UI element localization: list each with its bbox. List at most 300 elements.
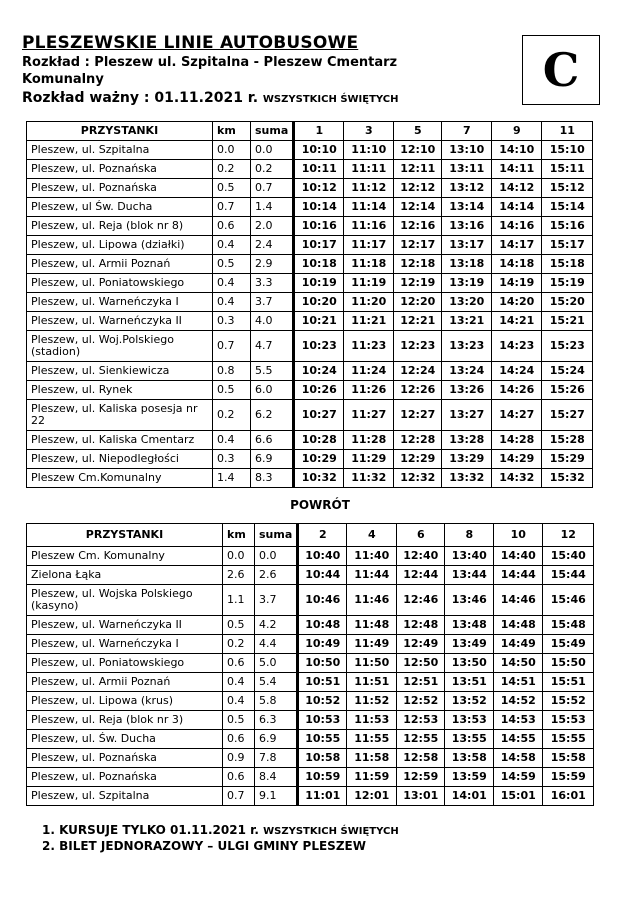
departure-time: 10:55 bbox=[298, 730, 347, 749]
stop-name: Pleszew, ul. Szpitalna bbox=[27, 787, 223, 806]
departure-time: 11:51 bbox=[347, 673, 397, 692]
departure-time: 13:17 bbox=[442, 236, 492, 255]
stop-name: Pleszew Cm. Komunalny bbox=[27, 547, 223, 566]
table-row bbox=[27, 312, 593, 331]
departure-time: 13:29 bbox=[442, 450, 492, 469]
validity-occasion: WSZYSTKICH ŚWIĘTYCH bbox=[262, 94, 399, 105]
departure-time: 10:27 bbox=[294, 400, 344, 431]
distance-sum: 8.3 bbox=[251, 469, 294, 488]
departure-time: 15:32 bbox=[542, 469, 593, 488]
distance-km: 0.3 bbox=[213, 450, 251, 469]
departure-time: 12:52 bbox=[397, 692, 445, 711]
departure-time: 12:21 bbox=[394, 312, 442, 331]
table-row bbox=[27, 787, 594, 806]
departure-time: 15:40 bbox=[543, 547, 594, 566]
departure-time: 10:14 bbox=[294, 198, 344, 217]
departure-time: 10:21 bbox=[294, 312, 344, 331]
distance-sum: 3.7 bbox=[251, 293, 294, 312]
departure-time: 12:10 bbox=[394, 141, 442, 160]
departure-time: 10:40 bbox=[298, 547, 347, 566]
distance-sum: 0.2 bbox=[251, 160, 294, 179]
departure-time: 12:27 bbox=[394, 400, 442, 431]
header-sum: suma bbox=[251, 122, 294, 141]
departure-time: 11:32 bbox=[344, 469, 394, 488]
departure-time: 12:11 bbox=[394, 160, 442, 179]
table-row bbox=[27, 450, 593, 469]
departure-time: 10:46 bbox=[298, 585, 347, 616]
distance-km: 0.6 bbox=[223, 768, 255, 787]
distance-sum: 6.9 bbox=[255, 730, 298, 749]
departure-time: 11:48 bbox=[347, 616, 397, 635]
validity-date: Rozkład ważny : 01.11.2021 r. bbox=[22, 90, 259, 106]
table-row bbox=[27, 547, 594, 566]
distance-sum: 0.0 bbox=[255, 547, 298, 566]
departure-time: 11:16 bbox=[344, 217, 394, 236]
table-row bbox=[27, 160, 593, 179]
header-sum: suma bbox=[255, 524, 298, 547]
departure-time: 13:18 bbox=[442, 255, 492, 274]
departure-time: 14:40 bbox=[494, 547, 543, 566]
departure-time: 15:27 bbox=[542, 400, 593, 431]
departure-time: 12:19 bbox=[394, 274, 442, 293]
departure-time: 15:58 bbox=[543, 749, 594, 768]
departure-time: 11:26 bbox=[344, 381, 394, 400]
departure-time: 14:19 bbox=[492, 274, 542, 293]
stop-name: Pleszew, ul. Św. Ducha bbox=[27, 730, 223, 749]
distance-km: 0.2 bbox=[213, 400, 251, 431]
departure-time: 14:28 bbox=[492, 431, 542, 450]
table-row bbox=[27, 711, 594, 730]
distance-km: 2.6 bbox=[223, 566, 255, 585]
distance-sum: 3.7 bbox=[255, 585, 298, 616]
departure-time: 14:10 bbox=[492, 141, 542, 160]
departure-time: 15:01 bbox=[494, 787, 543, 806]
distance-km: 0.4 bbox=[213, 293, 251, 312]
departure-time: 11:59 bbox=[347, 768, 397, 787]
departure-time: 11:44 bbox=[347, 566, 397, 585]
distance-sum: 6.0 bbox=[251, 381, 294, 400]
stop-name: Pleszew, ul Św. Ducha bbox=[27, 198, 213, 217]
departure-time: 14:29 bbox=[492, 450, 542, 469]
departure-time: 15:24 bbox=[542, 362, 593, 381]
departure-time: 13:59 bbox=[445, 768, 494, 787]
departure-time: 14:24 bbox=[492, 362, 542, 381]
departure-time: 16:01 bbox=[543, 787, 594, 806]
departure-time: 14:52 bbox=[494, 692, 543, 711]
distance-km: 0.2 bbox=[213, 160, 251, 179]
departure-time: 12:14 bbox=[394, 198, 442, 217]
distance-km: 0.0 bbox=[213, 141, 251, 160]
departure-time: 12:28 bbox=[394, 431, 442, 450]
header-stops: PRZYSTANKI bbox=[27, 122, 213, 141]
departure-time: 11:18 bbox=[344, 255, 394, 274]
departure-time: 15:23 bbox=[542, 331, 593, 362]
departure-time: 11:24 bbox=[344, 362, 394, 381]
departure-time: 11:12 bbox=[344, 179, 394, 198]
departure-time: 14:17 bbox=[492, 236, 542, 255]
distance-km: 0.8 bbox=[213, 362, 251, 381]
table-row bbox=[27, 198, 593, 217]
departure-time: 15:29 bbox=[542, 450, 593, 469]
table-row bbox=[27, 768, 594, 787]
departure-time: 15:48 bbox=[543, 616, 594, 635]
departure-time: 10:29 bbox=[294, 450, 344, 469]
distance-km: 0.4 bbox=[213, 274, 251, 293]
distance-km: 1.4 bbox=[213, 469, 251, 488]
departure-time: 10:28 bbox=[294, 431, 344, 450]
departure-time: 10:53 bbox=[298, 711, 347, 730]
departure-time: 13:24 bbox=[442, 362, 492, 381]
departure-time: 10:26 bbox=[294, 381, 344, 400]
distance-sum: 2.4 bbox=[251, 236, 294, 255]
departure-time: 12:32 bbox=[394, 469, 442, 488]
distance-km: 0.6 bbox=[223, 654, 255, 673]
distance-sum: 0.0 bbox=[251, 141, 294, 160]
departure-time: 14:51 bbox=[494, 673, 543, 692]
departure-time: 15:52 bbox=[543, 692, 594, 711]
departure-time: 12:20 bbox=[394, 293, 442, 312]
stop-name: Pleszew, ul. Niepodległości bbox=[27, 450, 213, 469]
departure-time: 13:26 bbox=[442, 381, 492, 400]
departure-time: 15:46 bbox=[543, 585, 594, 616]
departure-time: 15:50 bbox=[543, 654, 594, 673]
departure-time: 13:48 bbox=[445, 616, 494, 635]
distance-km: 0.5 bbox=[223, 711, 255, 730]
distance-km: 0.7 bbox=[213, 331, 251, 362]
departure-time: 11:58 bbox=[347, 749, 397, 768]
route-line-1: Rozkład : Pleszew ul. Szpitalna - Pleszew Cmentarz bbox=[22, 55, 398, 70]
departure-time: 13:16 bbox=[442, 217, 492, 236]
outbound-header-row bbox=[27, 122, 593, 141]
departure-time: 15:55 bbox=[543, 730, 594, 749]
departure-time: 10:24 bbox=[294, 362, 344, 381]
departure-time: 14:59 bbox=[494, 768, 543, 787]
departure-time: 15:11 bbox=[542, 160, 593, 179]
departure-time: 14:01 bbox=[445, 787, 494, 806]
stop-name: Pleszew, ul. Poznańska bbox=[27, 749, 223, 768]
stop-name: Pleszew, ul. Warneńczyka II bbox=[27, 616, 223, 635]
departure-time: 13:23 bbox=[442, 331, 492, 362]
departure-time: 14:18 bbox=[492, 255, 542, 274]
stop-name: Pleszew, ul. Lipowa (krus) bbox=[27, 692, 223, 711]
header-km: km bbox=[223, 524, 255, 547]
departure-time: 13:53 bbox=[445, 711, 494, 730]
distance-sum: 6.2 bbox=[251, 400, 294, 431]
departure-time: 11:21 bbox=[344, 312, 394, 331]
header-course: 6 bbox=[397, 524, 445, 547]
table-row bbox=[27, 179, 593, 198]
distance-sum: 9.1 bbox=[255, 787, 298, 806]
departure-time: 11:10 bbox=[344, 141, 394, 160]
stop-name: Pleszew, ul. Warneńczyka II bbox=[27, 312, 213, 331]
stop-name: Pleszew, ul. Armii Poznań bbox=[27, 255, 213, 274]
departure-time: 10:18 bbox=[294, 255, 344, 274]
header-course: 8 bbox=[445, 524, 494, 547]
distance-sum: 7.8 bbox=[255, 749, 298, 768]
departure-time: 11:40 bbox=[347, 547, 397, 566]
distance-km: 0.7 bbox=[223, 787, 255, 806]
stop-name: Zielona Łąka bbox=[27, 566, 223, 585]
stop-name: Pleszew, ul. Armii Poznań bbox=[27, 673, 223, 692]
departure-time: 15:16 bbox=[542, 217, 593, 236]
table-row bbox=[27, 730, 594, 749]
stop-name: Pleszew, ul. Wojska Polskiego (kasyno) bbox=[27, 585, 223, 616]
header-stops: PRZYSTANKI bbox=[27, 524, 223, 547]
stop-name: Pleszew, ul. Poniatowskiego bbox=[27, 654, 223, 673]
distance-sum: 2.0 bbox=[251, 217, 294, 236]
departure-time: 14:20 bbox=[492, 293, 542, 312]
distance-sum: 2.6 bbox=[255, 566, 298, 585]
departure-time: 10:16 bbox=[294, 217, 344, 236]
departure-time: 13:27 bbox=[442, 400, 492, 431]
stop-name: Pleszew, ul. Woj.Polskiego (stadion) bbox=[27, 331, 213, 362]
departure-time: 15:53 bbox=[543, 711, 594, 730]
table-row bbox=[27, 654, 594, 673]
distance-km: 0.5 bbox=[213, 381, 251, 400]
departure-time: 15:10 bbox=[542, 141, 593, 160]
note-1-text: 1. KURSUJE TYLKO 01.11.2021 r. bbox=[42, 823, 259, 837]
departure-time: 13:44 bbox=[445, 566, 494, 585]
distance-sum: 4.0 bbox=[251, 312, 294, 331]
departure-time: 13:14 bbox=[442, 198, 492, 217]
header-course: 9 bbox=[492, 122, 542, 141]
inbound-timetable bbox=[26, 523, 594, 806]
header-course: 4 bbox=[347, 524, 397, 547]
departure-time: 15:26 bbox=[542, 381, 593, 400]
departure-time: 10:11 bbox=[294, 160, 344, 179]
departure-time: 12:55 bbox=[397, 730, 445, 749]
departure-time: 12:23 bbox=[394, 331, 442, 362]
distance-sum: 5.4 bbox=[255, 673, 298, 692]
departure-time: 12:40 bbox=[397, 547, 445, 566]
note-2-text: 2. BILET JEDNORAZOWY – ULGI GMINY PLESZEW bbox=[42, 839, 366, 853]
route-line-2: Komunalny bbox=[22, 72, 104, 87]
stop-name: Pleszew, ul. Poznańska bbox=[27, 768, 223, 787]
header-course: 12 bbox=[543, 524, 594, 547]
departure-time: 11:01 bbox=[298, 787, 347, 806]
header-course: 5 bbox=[394, 122, 442, 141]
stop-name: Pleszew, ul. Kaliska Cmentarz bbox=[27, 431, 213, 450]
distance-km: 0.7 bbox=[213, 198, 251, 217]
departure-time: 15:49 bbox=[543, 635, 594, 654]
departure-time: 15:59 bbox=[543, 768, 594, 787]
distance-sum: 6.3 bbox=[255, 711, 298, 730]
outbound-timetable bbox=[26, 121, 593, 488]
stop-name: Pleszew, ul. Warneńczyka I bbox=[27, 293, 213, 312]
departure-time: 14:12 bbox=[492, 179, 542, 198]
table-row bbox=[27, 381, 593, 400]
distance-sum: 8.4 bbox=[255, 768, 298, 787]
departure-time: 14:26 bbox=[492, 381, 542, 400]
departure-time: 15:51 bbox=[543, 673, 594, 692]
stop-name: Pleszew, ul. Sienkiewicza bbox=[27, 362, 213, 381]
table-row bbox=[27, 331, 593, 362]
line-letter-box: C bbox=[522, 35, 600, 105]
departure-time: 13:52 bbox=[445, 692, 494, 711]
distance-sum: 0.7 bbox=[251, 179, 294, 198]
distance-sum: 4.2 bbox=[255, 616, 298, 635]
header-course: 11 bbox=[542, 122, 593, 141]
table-row bbox=[27, 400, 593, 431]
departure-time: 10:20 bbox=[294, 293, 344, 312]
departure-time: 11:11 bbox=[344, 160, 394, 179]
departure-time: 15:21 bbox=[542, 312, 593, 331]
departure-time: 13:10 bbox=[442, 141, 492, 160]
departure-time: 12:24 bbox=[394, 362, 442, 381]
distance-sum: 2.9 bbox=[251, 255, 294, 274]
departure-time: 14:53 bbox=[494, 711, 543, 730]
notes bbox=[42, 823, 399, 854]
departure-time: 14:16 bbox=[492, 217, 542, 236]
departure-time: 12:26 bbox=[394, 381, 442, 400]
departure-time: 14:46 bbox=[494, 585, 543, 616]
header-course: 2 bbox=[298, 524, 347, 547]
departure-time: 14:21 bbox=[492, 312, 542, 331]
table-row bbox=[27, 431, 593, 450]
table-row bbox=[27, 255, 593, 274]
table-row bbox=[27, 293, 593, 312]
departure-time: 11:55 bbox=[347, 730, 397, 749]
distance-km: 0.3 bbox=[213, 312, 251, 331]
distance-km: 0.5 bbox=[213, 255, 251, 274]
departure-time: 12:29 bbox=[394, 450, 442, 469]
header-km: km bbox=[213, 122, 251, 141]
distance-sum: 1.4 bbox=[251, 198, 294, 217]
departure-time: 12:48 bbox=[397, 616, 445, 635]
departure-time: 13:01 bbox=[397, 787, 445, 806]
departure-time: 12:58 bbox=[397, 749, 445, 768]
departure-time: 10:44 bbox=[298, 566, 347, 585]
departure-time: 10:48 bbox=[298, 616, 347, 635]
departure-time: 10:32 bbox=[294, 469, 344, 488]
departure-time: 14:55 bbox=[494, 730, 543, 749]
departure-time: 11:23 bbox=[344, 331, 394, 362]
stop-name: Pleszew, ul. Lipowa (działki) bbox=[27, 236, 213, 255]
distance-sum: 4.7 bbox=[251, 331, 294, 362]
departure-time: 10:58 bbox=[298, 749, 347, 768]
departure-time: 14:44 bbox=[494, 566, 543, 585]
departure-time: 11:29 bbox=[344, 450, 394, 469]
stop-name: Pleszew Cm.Komunalny bbox=[27, 469, 213, 488]
table-row bbox=[27, 635, 594, 654]
departure-time: 11:28 bbox=[344, 431, 394, 450]
departure-time: 11:49 bbox=[347, 635, 397, 654]
distance-km: 0.9 bbox=[223, 749, 255, 768]
departure-time: 13:40 bbox=[445, 547, 494, 566]
departure-time: 13:12 bbox=[442, 179, 492, 198]
departure-time: 12:44 bbox=[397, 566, 445, 585]
table-row bbox=[27, 362, 593, 381]
distance-km: 0.4 bbox=[223, 692, 255, 711]
distance-sum: 5.5 bbox=[251, 362, 294, 381]
departure-time: 12:16 bbox=[394, 217, 442, 236]
stop-name: Pleszew, ul. Reja (blok nr 8) bbox=[27, 217, 213, 236]
departure-time: 10:49 bbox=[298, 635, 347, 654]
departure-time: 12:18 bbox=[394, 255, 442, 274]
distance-sum: 5.8 bbox=[255, 692, 298, 711]
distance-sum: 3.3 bbox=[251, 274, 294, 293]
distance-km: 0.6 bbox=[223, 730, 255, 749]
return-heading: POWRÓT bbox=[290, 498, 350, 512]
note-2 bbox=[42, 839, 399, 854]
departure-time: 13:58 bbox=[445, 749, 494, 768]
departure-time: 14:58 bbox=[494, 749, 543, 768]
distance-sum: 4.4 bbox=[255, 635, 298, 654]
departure-time: 11:14 bbox=[344, 198, 394, 217]
stop-name: Pleszew, ul. Warneńczyka I bbox=[27, 635, 223, 654]
stop-name: Pleszew, ul. Poniatowskiego bbox=[27, 274, 213, 293]
departure-time: 12:53 bbox=[397, 711, 445, 730]
departure-time: 13:32 bbox=[442, 469, 492, 488]
note-1-small: WSZYSTKICH ŚWIĘTYCH bbox=[263, 826, 399, 837]
distance-km: 0.0 bbox=[223, 547, 255, 566]
departure-time: 13:28 bbox=[442, 431, 492, 450]
distance-km: 0.5 bbox=[213, 179, 251, 198]
departure-time: 12:51 bbox=[397, 673, 445, 692]
departure-time: 13:21 bbox=[442, 312, 492, 331]
stop-name: Pleszew, ul. Rynek bbox=[27, 381, 213, 400]
departure-time: 15:17 bbox=[542, 236, 593, 255]
departure-time: 14:11 bbox=[492, 160, 542, 179]
departure-time: 13:55 bbox=[445, 730, 494, 749]
distance-km: 1.1 bbox=[223, 585, 255, 616]
table-row bbox=[27, 585, 594, 616]
departure-time: 13:51 bbox=[445, 673, 494, 692]
distance-km: 0.6 bbox=[213, 217, 251, 236]
stop-name: Pleszew, ul. Poznańska bbox=[27, 179, 213, 198]
validity bbox=[22, 89, 502, 109]
stop-name: Pleszew, ul. Kaliska posesja nr 22 bbox=[27, 400, 213, 431]
header-course: 7 bbox=[442, 122, 492, 141]
departure-time: 10:12 bbox=[294, 179, 344, 198]
distance-sum: 6.6 bbox=[251, 431, 294, 450]
departure-time: 13:49 bbox=[445, 635, 494, 654]
table-row bbox=[27, 749, 594, 768]
departure-time: 14:14 bbox=[492, 198, 542, 217]
table-row bbox=[27, 217, 593, 236]
stop-name: Pleszew, ul. Szpitalna bbox=[27, 141, 213, 160]
departure-time: 15:20 bbox=[542, 293, 593, 312]
table-row bbox=[27, 469, 593, 488]
departure-time: 14:32 bbox=[492, 469, 542, 488]
departure-time: 10:10 bbox=[294, 141, 344, 160]
departure-time: 12:12 bbox=[394, 179, 442, 198]
distance-sum: 6.9 bbox=[251, 450, 294, 469]
page-title: PLESZEWSKIE LINIE AUTOBUSOWE bbox=[22, 33, 359, 53]
departure-time: 13:20 bbox=[442, 293, 492, 312]
departure-time: 13:11 bbox=[442, 160, 492, 179]
stop-name: Pleszew, ul. Reja (blok nr 3) bbox=[27, 711, 223, 730]
distance-km: 0.2 bbox=[223, 635, 255, 654]
header-course: 3 bbox=[344, 122, 394, 141]
departure-time: 10:17 bbox=[294, 236, 344, 255]
departure-time: 14:49 bbox=[494, 635, 543, 654]
departure-time: 14:48 bbox=[494, 616, 543, 635]
table-row bbox=[27, 566, 594, 585]
departure-time: 10:59 bbox=[298, 768, 347, 787]
table-row bbox=[27, 236, 593, 255]
distance-km: 0.4 bbox=[213, 431, 251, 450]
departure-time: 10:52 bbox=[298, 692, 347, 711]
distance-sum: 5.0 bbox=[255, 654, 298, 673]
departure-time: 15:44 bbox=[543, 566, 594, 585]
table-row bbox=[27, 673, 594, 692]
departure-time: 12:17 bbox=[394, 236, 442, 255]
departure-time: 13:19 bbox=[442, 274, 492, 293]
departure-time: 11:19 bbox=[344, 274, 394, 293]
departure-time: 12:46 bbox=[397, 585, 445, 616]
departure-time: 12:49 bbox=[397, 635, 445, 654]
